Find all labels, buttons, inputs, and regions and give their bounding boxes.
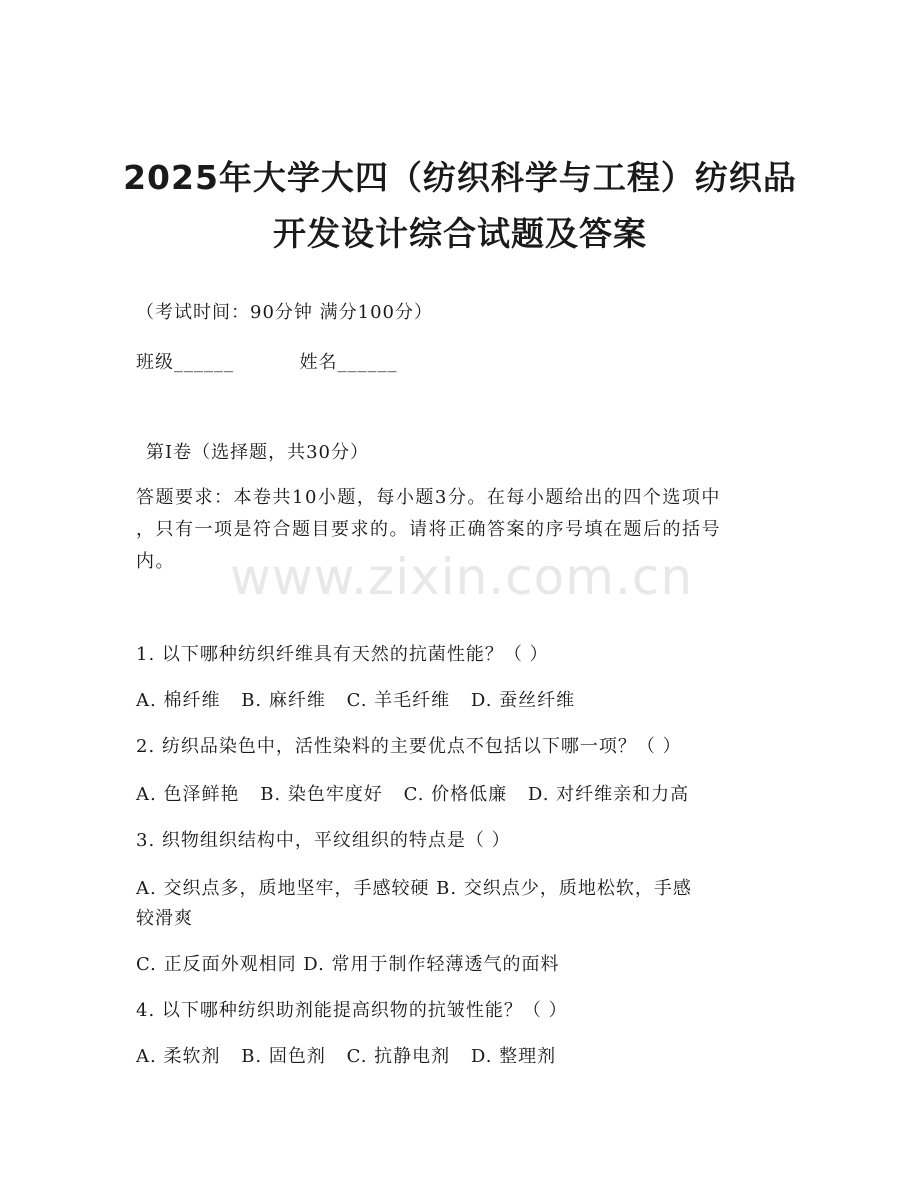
option-c: C. 价格低廉 — [403, 784, 508, 805]
class-field: 班级______ — [136, 352, 234, 373]
option-a: A. 色泽鲜艳 — [136, 784, 240, 805]
question-3-stem: 3. 织物组织结构中，平纹组织的特点是（ ） — [136, 830, 511, 851]
option-a: A. 柔软剂 — [136, 1046, 221, 1067]
option-c: C. 抗静电剂 — [346, 1046, 451, 1067]
document-title — [100, 150, 820, 262]
title-line-2: 开发设计综合试题及答案 — [273, 214, 647, 253]
section-title: 第I卷（选择题，共30分） — [146, 442, 370, 463]
exam-info: （考试时间：90分钟 满分100分） — [136, 302, 433, 323]
instructions-line-2: ，只有一项是符合题目要求的。请将正确答案的序号填在题后的括号 — [136, 519, 721, 540]
question-3-options-line-2: 较滑爽 — [136, 908, 193, 929]
question-4-options — [136, 1044, 570, 1070]
watermark: www.zixin.com.cn — [230, 548, 694, 606]
option-a: A. 棉纤维 — [136, 690, 221, 711]
instructions-line-3: 内。 — [136, 551, 175, 572]
option-d: D. 蚕丝纤维 — [470, 690, 576, 711]
option-b: B. 染色牢度好 — [260, 784, 383, 805]
question-3-options-line-1: A. 交织点多，质地坚牢，手感较硬 B. 交织点少，质地松软，手感 — [136, 878, 692, 899]
question-1-options — [136, 688, 589, 714]
option-b: B. 固色剂 — [241, 1046, 326, 1067]
question-3-options-cd: C. 正反面外观相同 D. 常用于制作轻薄透气的面料 — [136, 954, 560, 975]
instructions — [136, 482, 776, 578]
instructions-line-1: 答题要求：本卷共10小题，每小题3分。在每小题给出的四个选项中 — [136, 487, 721, 508]
student-info — [136, 350, 397, 376]
option-b: B. 麻纤维 — [241, 690, 326, 711]
question-2-stem: 2. 纺织品染色中，活性染料的主要优点不包括以下哪一项？（ ） — [136, 736, 682, 757]
name-field: 姓名______ — [299, 352, 398, 373]
option-d: D. 整理剂 — [470, 1046, 557, 1067]
question-3-options-ab — [136, 874, 786, 934]
title-line-1: 2025年大学大四（纺织科学与工程）纺织品 — [123, 158, 797, 197]
option-d: D. 对纤维亲和力高 — [527, 784, 690, 805]
question-4-stem: 4. 以下哪种纺织助剂能提高织物的抗皱性能？（ ） — [136, 1000, 568, 1021]
option-c: C. 羊毛纤维 — [346, 690, 451, 711]
question-1-stem: 1. 以下哪种纺织纤维具有天然的抗菌性能？（ ） — [136, 644, 549, 665]
question-2-options — [136, 782, 703, 808]
